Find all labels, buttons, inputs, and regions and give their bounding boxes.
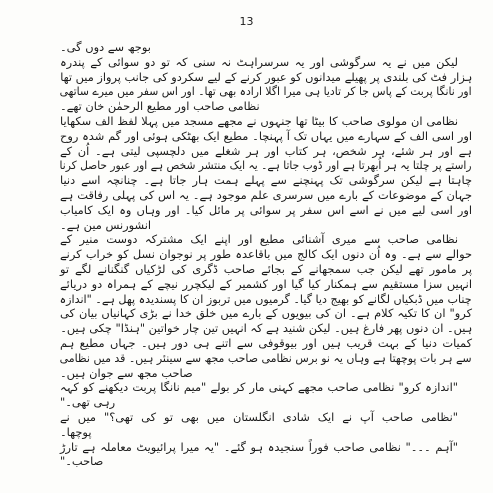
paragraph	[60, 114, 472, 232]
text-line	[60, 410, 472, 425]
paragraph	[60, 55, 472, 114]
line-text: کمیات دنیا کے بہت قریب ہیں اور بیوقوفی سے اتنے ہی دور ہیں۔ جہاں مطیع ہم	[60, 335, 472, 350]
line-text: نظامی صاحب اور مطیع الرحمٰن خان تھے۔	[60, 99, 260, 114]
text-line	[60, 99, 472, 114]
text-line	[60, 70, 472, 85]
line-text: چاہتا ہے لیکن سرگوشی تک پہنچنے سے پہلے ہمت ہار جاتا ہے۔ چنانچہ اسے دنیا	[60, 173, 472, 188]
text-line	[60, 232, 472, 247]
text-line	[60, 306, 472, 321]
line-text: لیکن میں نے یہ سرگوشی اور یہ سرسراہٹ نہ سنی کہ تو دو سوائی کے پندرہ	[60, 54, 458, 69]
paragraph	[60, 410, 472, 440]
line-text: نظامی صاحب سے میری آشنائی مطیع اور اپنے ایک مشترکہ دوست منیر کے	[60, 232, 458, 247]
page-number: 13	[239, 15, 254, 28]
text-line	[60, 262, 472, 277]
line-text: بوجھ سے دوں گی۔	[60, 40, 151, 54]
text-line	[60, 380, 472, 395]
text-line	[60, 129, 472, 144]
text-line	[60, 425, 472, 440]
line-text: چناب میں ڈبکیاں لگانے کو بھیج دیا گیا۔ گرمیوں میں تربوز ان کا پسندیدہ پھل ہے۔ "اندازہ	[60, 291, 472, 306]
paragraph	[60, 380, 472, 410]
text-line	[60, 247, 472, 262]
text-line	[60, 277, 472, 292]
line-text: کرو" ان کا تکیہ کلام ہے۔ ان کی بیویوں کے بارے میں خلق خدا نے بڑی کہانیاں بیان کی	[60, 306, 472, 321]
line-text: حوالے سے ہے۔ وہ اُن دنوں ایک کالج میں باقاعدہ طور پر نوجوان نسل کو خراب کرنے	[60, 247, 472, 262]
text-line	[60, 218, 472, 233]
line-text: صاحب مجھ سے جوان ہیں۔	[60, 365, 193, 380]
text-line	[60, 454, 472, 469]
line-text: سے ہر بات پوچھتا ہے وہاں یہ نو برس نظامی صاحب مجھ سے سینئر ہیں۔ قد میں نظامی	[60, 350, 472, 365]
paragraph	[60, 440, 472, 470]
line-text: "آہم ۔۔۔" نظامی صاحب فوراً سنجیدہ ہو گئے۔ "یہ میرا پرائیویٹ معاملہ ہے تارڑ	[60, 439, 458, 454]
line-text: نظامی ان مولوی صاحب کا بیٹا تھا جنہوں نے مجھے مسجد میں پہلا لفظ الف سکھایا	[60, 113, 458, 128]
line-text: انشورنس مین ہے۔	[60, 217, 152, 232]
text-line	[60, 84, 472, 99]
line-text: انہیں سزا مستقیم سے ہمکنار کیا گیا اور کشمیر کے لیکچرر نیچے کے ہمراہ دو دریائے	[60, 276, 472, 291]
text-line	[60, 55, 472, 70]
line-text: اور نانگا پربت کے پاس جا کر تادیا ہی میرا اگلا ارادہ بھی تھا۔ اور اس سفر میں میرے ساتھی	[60, 84, 472, 99]
text-line	[60, 40, 472, 55]
text-line	[60, 188, 472, 203]
line-text: پر مامور تھے لیکن جب سمجھانے کے بجائے صاحب ڈگری کی لڑکیاں گنگنانے لگے تو	[60, 261, 472, 276]
paragraph	[60, 232, 472, 380]
text-line	[60, 114, 472, 129]
body-text	[60, 40, 472, 469]
line-text: ہیں۔ ان دنوں پھر فارغ ہیں۔ لیکن شنید ہے کہ انہیں تین چار خواتین "ہنڈا" چکی ہیں۔	[60, 321, 472, 336]
text-line	[60, 144, 472, 159]
line-text: راستے پر چلتا یہ ہر اُبھرتا ہے اور ڈوب جاتا ہے۔ یہ ایک منتشر شخص ہے اور عبور حاصل کرنا	[60, 158, 472, 173]
line-text: جہان کے موضوعات کے بارے میں سرسری علم موجود ہے۔ یہ اس کی پہلی رفاقت ہے	[60, 187, 472, 202]
text-line	[60, 351, 472, 366]
line-text: ہے اور ہر شئے، ہر شخص، ہر کتاب اور ہر شغلے میں دلچسپی لیتی ہے۔ اُن کے	[60, 143, 472, 158]
text-line	[60, 158, 472, 173]
paragraph	[60, 40, 472, 55]
line-text: اور اسی الف کے سہارے میں یہاں تک آ پہنچا۔ مطیع ایک بھٹکی ہوئی اور گم شدہ روح	[60, 128, 472, 143]
line-text: اور اسی لیے میں نے اسے اس سفر پر سوائی پر مائل کیا۔ اور وہاں وہ ایک کامیاب	[60, 202, 472, 217]
text-line	[60, 440, 472, 455]
line-text: ہزار فٹ کی بلندی پر پھیلے میدانوں کو عبور کرنے کے لیے سکردو کی جانب پرواز میں تھا	[60, 69, 472, 84]
text-line	[60, 203, 472, 218]
line-text: "نظامی صاحب آپ نے ایک شادی انگلستان میں بھی تو کی تھی؟" میں نے	[60, 409, 458, 424]
line-text: رہی تھی۔"	[60, 395, 116, 410]
text-line	[60, 395, 472, 410]
line-text: صاحب۔"	[60, 454, 104, 469]
line-text: پوچھا۔	[60, 424, 92, 439]
text-line	[60, 321, 472, 336]
line-text: "اندازہ کرو" نظامی صاحب مجھے کہنی مار کر بولے "میم نانگا پربت دیکھنے کو کہہ	[60, 380, 458, 395]
text-line	[60, 292, 472, 307]
text-line	[60, 336, 472, 351]
text-line	[60, 173, 472, 188]
text-line	[60, 366, 472, 381]
